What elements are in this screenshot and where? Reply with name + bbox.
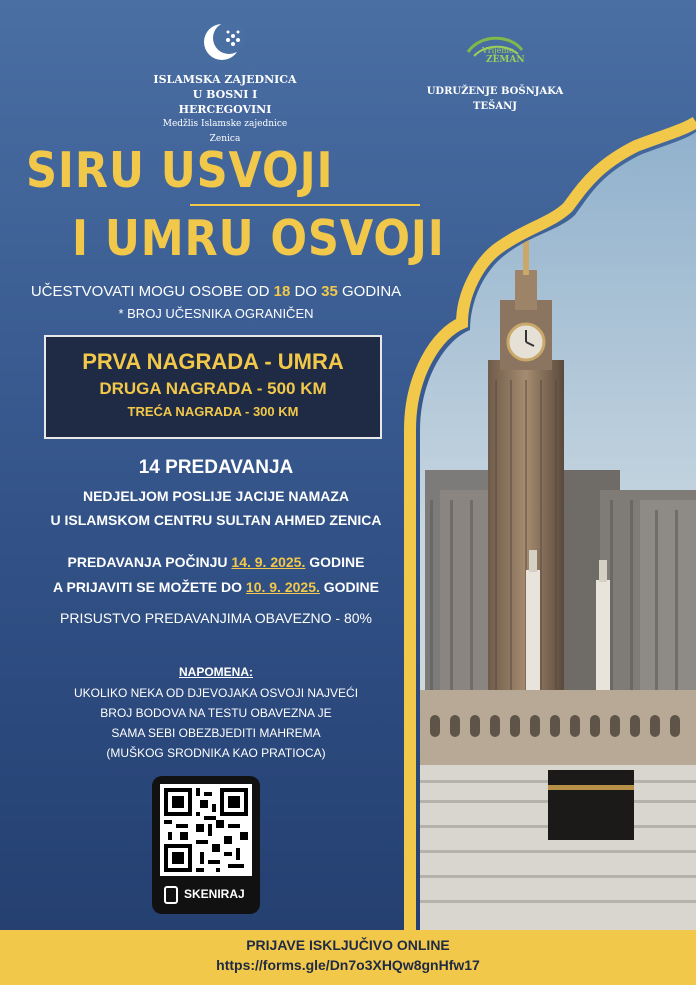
reg-pre: A PRIJAVITI SE MOŽETE DO (53, 579, 246, 595)
footer-line1: PRIJAVE ISKLJUČIVO ONLINE (246, 937, 450, 953)
footer-url[interactable]: https://forms.gle/Dn7o3XHQw8gnHfw17 (216, 957, 480, 973)
start-date: 14. 9. 2025. (231, 554, 306, 570)
note-line2: BROJ BODOVA NA TESTU OBAVEZNA JE (100, 706, 332, 720)
lectures-count (26, 457, 406, 479)
uz-name-line1: UDRUŽENJE BOŠNJAKA (426, 86, 564, 97)
iz-name-line3: Medžlis Islamske zajednice Zenica (162, 119, 288, 144)
age-from: 18 (273, 283, 291, 300)
start-post: GODINE (305, 554, 365, 570)
qr-code-icon[interactable] (160, 784, 252, 876)
attendance-line: PRISUSTVO PREDAVANJIMA OBAVEZNO - 80% (60, 610, 372, 626)
headline-line2: I UMRU OSVOJI (72, 210, 445, 267)
start-date-line (16, 554, 416, 570)
footer-bar (0, 930, 696, 985)
uz-name-line2: TEŠANJ (473, 101, 517, 112)
reg-date: 10. 9. 2025. (245, 579, 320, 595)
iz-name-line1: ISLAMSKA ZAJEDNICA (153, 73, 297, 86)
lectures-number: 14 (138, 457, 160, 478)
phone-icon (164, 886, 178, 904)
reg-date-line (16, 579, 416, 595)
age-to: 35 (321, 283, 338, 300)
qr-label: SKENIRAJ (184, 887, 245, 901)
lectures-label: PREDAVANJA (159, 457, 294, 478)
headline-line1: SIRU USVOJI (26, 142, 334, 199)
start-pre: PREDAVANJA POČINJU (67, 554, 232, 570)
prize-second: DRUGA NAGRADA - 500 KM (99, 379, 327, 398)
zeman-logo-icon (460, 30, 530, 74)
iz-name-line2: U BOSNI I HERCEGOVINI (178, 88, 272, 116)
zeman-logo-top: Vrijeme (482, 46, 514, 55)
note-line4: (MUŠKOG SRODNIKA KAO PRATIOCA) (106, 746, 326, 760)
eligibility-mid: DO (290, 283, 322, 300)
eligibility-line1 (26, 283, 406, 300)
lectures-line2: NEDJELJOM POSLIJE JACIJE NAMAZA (82, 488, 350, 504)
note-line1: UKOLIKO NEKA OD DJEVOJAKA OSVOJI NAJVEĆI (73, 686, 359, 700)
reg-post: GODINE (319, 579, 379, 595)
zeman-logo-bottom: ZEMAN (486, 55, 525, 65)
eligibility-line2: * BROJ UČESNIKA OGRANIČEN (118, 306, 314, 321)
iz-logo-block (150, 20, 300, 147)
lectures-line3: U ISLAMSKOM CENTRU SULTAN AHMED ZENICA (50, 512, 382, 528)
prize-first: PRVA NAGRADA - UMRA (82, 349, 344, 374)
eligibility-pre: UČESTVOVATI MOGU OSOBE OD (30, 283, 274, 300)
uz-logo-block (420, 30, 570, 114)
qr-code-card[interactable] (152, 776, 260, 914)
note-title: NAPOMENA: (179, 665, 253, 679)
prize-box (44, 335, 382, 439)
headline-divider (190, 204, 420, 206)
note-line3: SAMA SEBI OBEZBJEDITI MAHREMA (111, 726, 321, 740)
eligibility-post: GODINA (337, 283, 402, 300)
crescent-logo-icon (200, 20, 250, 64)
prize-third: TREĆA NAGRADA - 300 KM (127, 404, 299, 419)
